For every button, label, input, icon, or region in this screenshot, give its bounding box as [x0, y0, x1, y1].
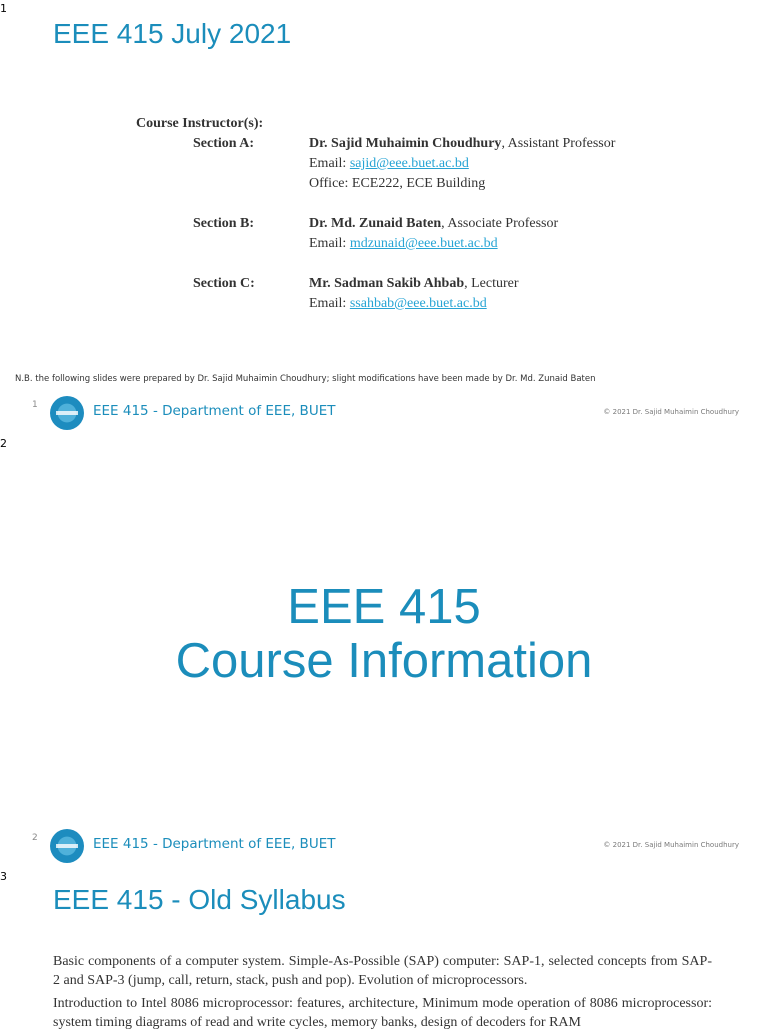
instructor-role: , Lecturer [464, 276, 519, 291]
email-line: Email: mdzunaid@eee.buet.ac.bd [309, 236, 498, 251]
section-label: Section C: [193, 276, 255, 291]
title-line-1: EEE 415 [287, 580, 481, 634]
instructors-heading: Course Instructor(s): [136, 116, 264, 131]
slide-title: EEE 415 July 2021 [53, 18, 292, 49]
footer-title: EEE 415 - Department of EEE, BUET [93, 836, 336, 852]
email-line: Email: sajid@eee.buet.ac.bd [309, 156, 469, 171]
syllabus-paragraph: Basic components of a computer system. Simple-As-Possible (SAP) computer: SAP-1, selected concepts from SAP-2 and SAP-3 (jump, call, return, stack, push and pop). Evolution of microprocessors. [53, 954, 712, 988]
page-number: 3 [0, 870, 7, 883]
section-b-details [309, 214, 558, 254]
section-a-details [309, 134, 615, 194]
instructor-role: , Assistant Professor [501, 136, 616, 151]
instructor-name: Dr. Md. Zunaid Baten [309, 216, 442, 231]
section-label: Section A: [193, 136, 255, 151]
instructor-name: Mr. Sadman Sakib Ahbab [309, 276, 465, 291]
slide-footer [0, 829, 768, 869]
syllabus-paragraph: Introduction to Intel 8086 microprocessor: features, architecture, Minimum mode operation of 8086 microprocessor: system timing diagrams of read and write cycles, memory banks, design of decoders for RAM [53, 996, 712, 1030]
email-link[interactable]: mdzunaid@eee.buet.ac.bd [349, 236, 498, 251]
section-label: Section B: [193, 216, 255, 231]
email-line: Email: ssahbab@eee.buet.ac.bd [309, 296, 487, 311]
footer-title: EEE 415 - Department of EEE, BUET [93, 403, 336, 419]
instructor-line [309, 214, 558, 234]
buet-seal-icon [50, 396, 84, 430]
page-number: 1 [0, 2, 7, 15]
section-c-details [309, 274, 519, 314]
footer-slide-number: 1 [32, 400, 38, 410]
instructor-line [309, 134, 615, 154]
slide-1 [0, 0, 768, 440]
title-line-2: Course Information [175, 634, 593, 688]
buet-seal-icon [50, 829, 84, 863]
instructor-line [309, 274, 519, 294]
instructor-role: , Associate Professor [441, 216, 559, 231]
slide-3 [0, 868, 768, 1030]
email-link[interactable]: ssahbab@eee.buet.ac.bd [349, 296, 487, 311]
slide-2 [0, 435, 768, 875]
slide-title: EEE 415 - Old Syllabus [53, 884, 346, 915]
footer-copyright: © 2021 Dr. Sajid Muhaimin Choudhury [603, 408, 739, 416]
page-number: 2 [0, 437, 7, 450]
instructor-name: Dr. Sajid Muhaimin Choudhury [309, 136, 502, 151]
section-title [0, 580, 768, 688]
email-link[interactable]: sajid@eee.buet.ac.bd [349, 156, 469, 171]
slide-note: N.B. the following slides were prepared by Dr. Sajid Muhaimin Choudhury; slight modifications have been made by Dr. Md. Zunaid Baten [15, 374, 596, 384]
office-line: Office: ECE222, ECE Building [309, 176, 486, 191]
footer-copyright: © 2021 Dr. Sajid Muhaimin Choudhury [603, 841, 739, 849]
slide-footer [0, 396, 768, 436]
footer-slide-number: 2 [32, 833, 38, 843]
